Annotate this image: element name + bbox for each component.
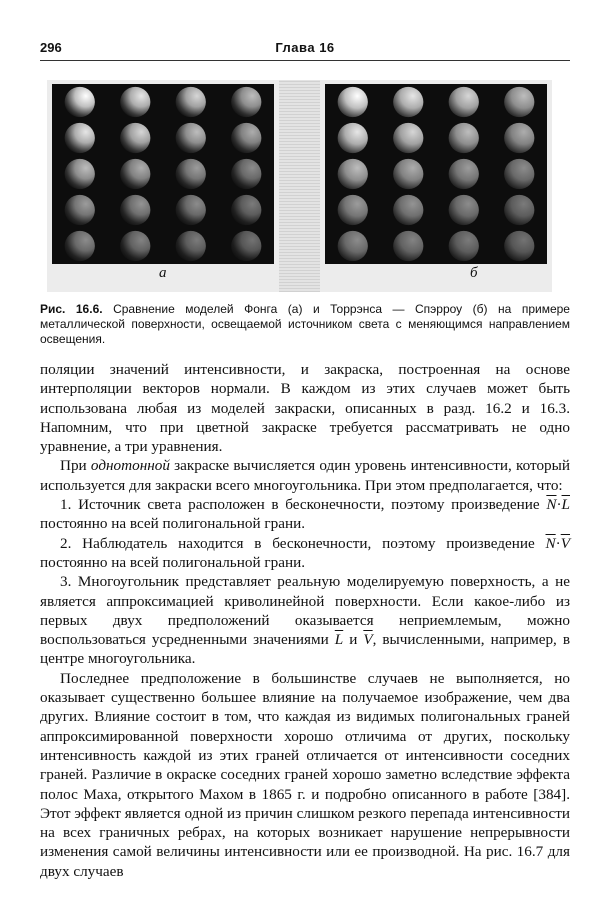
figure-panel-b [320, 80, 552, 292]
sphere-render [393, 195, 423, 225]
sphere-render [393, 123, 423, 153]
sphere-render [504, 231, 534, 261]
sphere-render [120, 195, 150, 225]
sphere-render [231, 231, 261, 261]
panel-label-b: б [470, 265, 478, 281]
sphere-render [449, 87, 479, 117]
sphere-render [176, 195, 206, 225]
sphere-render [449, 123, 479, 153]
sphere-render [231, 159, 261, 189]
sphere-render [338, 87, 368, 117]
vector-l: $\overline{L}$ [561, 496, 570, 514]
list-item-2: 2. Наблюдатель находится в бесконечности, поэтому произведение $\overline{N}\cdot\overline{V}$ постоянно на всей полигональной грани. [40, 534, 570, 571]
sphere-render [65, 195, 95, 225]
sphere-render [338, 231, 368, 261]
sphere-render [231, 87, 261, 117]
sphere-render [393, 159, 423, 189]
figure-panel-a [47, 80, 279, 292]
sphere-render [393, 87, 423, 117]
body-text [40, 360, 570, 881]
sphere-render [120, 231, 150, 261]
vector-v: $\overline{V}$ [363, 631, 373, 649]
figure-caption [40, 302, 570, 347]
sphere-grid-a [52, 84, 274, 264]
caption-text: Сравнение моделей Фонга (а) и Торрэнса — Спэрроу (б) на примере металлической поверхности, освещаемой источником света с меняющимся направлением освещения. [40, 302, 570, 346]
header-rule [40, 60, 570, 61]
sphere-render [504, 195, 534, 225]
panel-label-a: а [159, 265, 167, 281]
sphere-render [231, 195, 261, 225]
sphere-render [120, 159, 150, 189]
caption-label: Рис. 16.6. [40, 302, 103, 316]
sphere-render [449, 231, 479, 261]
figure-gutter [279, 80, 320, 292]
sphere-render [504, 123, 534, 153]
sphere-render [338, 195, 368, 225]
sphere-render [120, 87, 150, 117]
sphere-render [176, 87, 206, 117]
sphere-render [176, 159, 206, 189]
sphere-render [338, 123, 368, 153]
sphere-grid-b [325, 84, 547, 264]
sphere-render [65, 231, 95, 261]
vector-n: $\overline{N}$ [545, 534, 556, 552]
sphere-render [504, 87, 534, 117]
sphere-render [176, 231, 206, 261]
vector-v: $\overline{V}$ [560, 534, 570, 552]
sphere-render [65, 159, 95, 189]
chapter-title: Глава 16 [275, 40, 335, 55]
sphere-render [176, 123, 206, 153]
vector-l: $\overline{L}$ [334, 631, 344, 649]
paragraph-2: При однотонной закраске вычисляется один уровень интенсивности, который используется для закраски всего многоугольника. При этом предполагается, что: [40, 457, 570, 494]
paragraph-1: поляции значений интенсивности, и закраска, построенная на основе интерполяции векторов нормали. В каждом из этих случаев может быть использована любая из моделей закраски, описанных в разд. 16.2 и 16.3. Напомним, что при цветной закраске требуется рассматривать не одно уравнение, а три уравнения. [40, 361, 570, 456]
vector-n: $\overline{N}$ [546, 496, 557, 514]
sphere-render [65, 87, 95, 117]
list-item-3: 3. Многоугольник представляет реальную моделируемую поверхность, а не является аппроксимацией криволинейной поверхности. Если какое-либо из первых двух предположений оказывается неприемлемым, можно воспользоваться усредненными значениями $\overline{L}$ и $\overline{V}$, вычисленными, например, в центре многоугольника. [40, 573, 570, 668]
sphere-render [393, 231, 423, 261]
page-number: 296 [40, 40, 62, 55]
sphere-render [449, 159, 479, 189]
sphere-render [504, 159, 534, 189]
sphere-render [65, 123, 95, 153]
paragraph-6: Последнее предположение в большинстве случаев не выполняется, но оказывает существенно большее влияние на получаемое изображение, чем два других. Влияние состоит в том, что каждая из видимых полигональных граней аппроксимированной поверхности хорошо отличима от других, поскольку интенсивность каждой из этих граней отличается от интенсивности соседних граней. Различие в окраске соседних граней хорошо заметно вследствие эффекта полос Маха, открытого Махом в 1865 г. и подробно описанного в работе [384]. Этот эффект является одной из причин слишком резкого перепада интенсивности на всех граничных ребрах, на которых возникает нарушение непрерывности изменения самой величины интенсивности или ее производной. На рис. 16.7 для двух случаев [40, 669, 570, 880]
sphere-render [231, 123, 261, 153]
sphere-render [338, 159, 368, 189]
emphasis-term: однотонной [90, 457, 170, 475]
sphere-render [449, 195, 479, 225]
figure-16-6 [47, 80, 565, 292]
list-item-1: 1. Источник света расположен в бесконечности, поэтому произведение $\overline{N}\cdot\overline{L}$ постоянно на всей полигональной грани. [40, 496, 570, 533]
sphere-render [120, 123, 150, 153]
page-header [40, 40, 570, 60]
